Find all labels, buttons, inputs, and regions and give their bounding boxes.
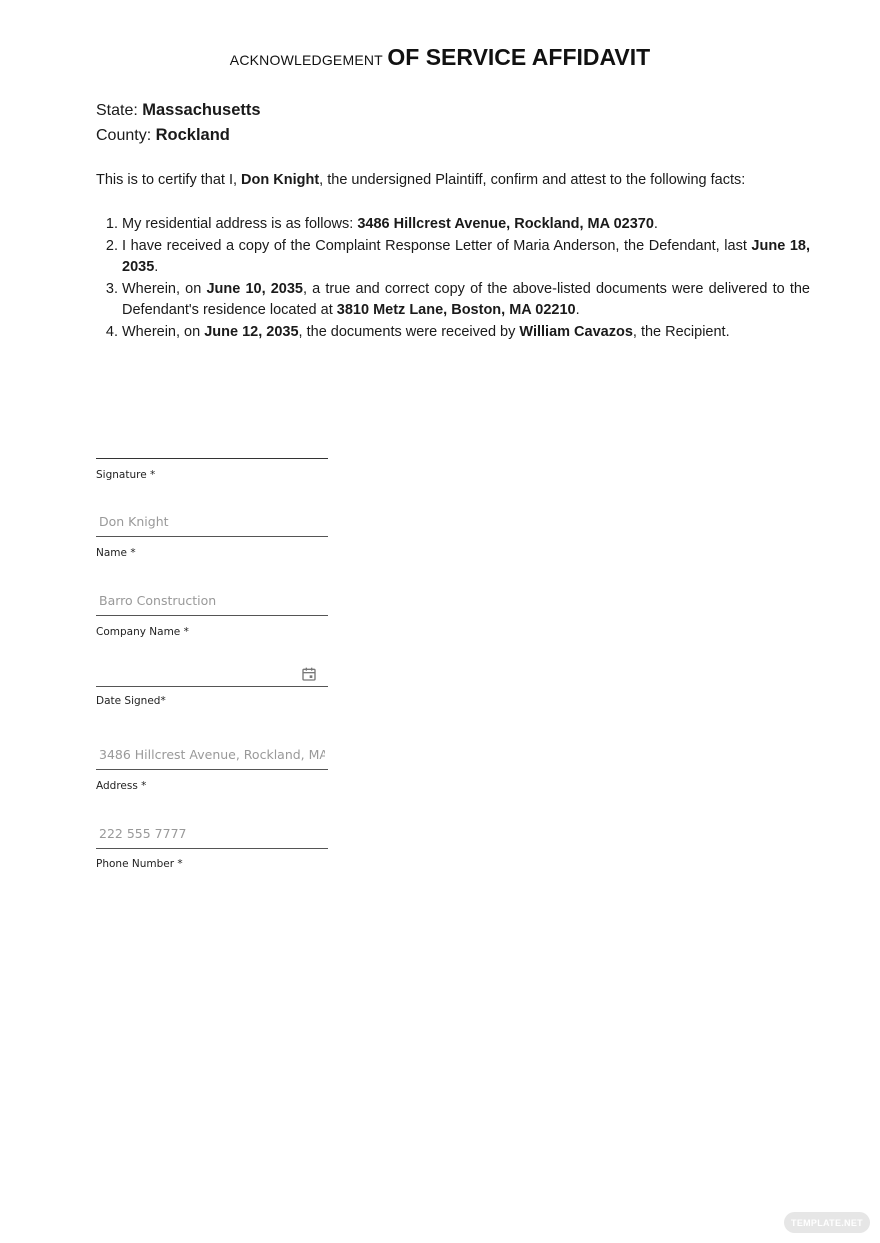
calendar-icon[interactable]: [301, 666, 317, 682]
phone-number-label: Phone Number *: [96, 858, 183, 870]
signature-label: Signature *: [96, 469, 156, 481]
state-line: [96, 101, 261, 120]
state-value: Massachusetts: [142, 101, 261, 119]
intro-paragraph: [96, 172, 745, 188]
county-label: County:: [96, 127, 152, 144]
plaintiff-name: Don Knight: [241, 172, 320, 188]
title-main: OF SERVICE AFFIDAVIT: [387, 44, 651, 70]
date-signed-label: Date Signed*: [96, 695, 166, 707]
list-item: 3. Wherein, on June 10, 2035, a true and correct copy of the above-listed documents were delivered to the Defendant's residence located at 3810 Metz Lane, Boston, MA 02210.: [122, 279, 810, 322]
intro-text-after: , the undersigned Plaintiff, confirm and attest to the following facts:: [319, 172, 746, 188]
state-label: State:: [96, 102, 138, 119]
name-input[interactable]: [96, 507, 328, 537]
name-label: Name *: [96, 547, 136, 559]
company-name-input[interactable]: [96, 586, 328, 616]
signature-line[interactable]: [96, 458, 328, 459]
list-item: 2. I have received a copy of the Complaint Response Letter of Maria Anderson, the Defendant, last June 18, 2035.: [122, 236, 810, 279]
company-name-label: Company Name *: [96, 626, 189, 638]
address-input[interactable]: [96, 740, 328, 770]
address-label: Address *: [96, 780, 147, 792]
list-item: 1. My residential address is as follows: 3486 Hillcrest Avenue, Rockland, MA 02370.: [122, 214, 810, 236]
watermark-badge: TEMPLATE.NET: [784, 1212, 870, 1233]
list-item: 4. Wherein, on June 12, 2035, the documents were received by William Cavazos, the Recipient.: [122, 322, 810, 344]
phone-number-input[interactable]: [96, 819, 328, 849]
county-value: Rockland: [155, 126, 230, 144]
intro-text-before: This is to certify that I,: [96, 172, 242, 188]
page-title: [96, 44, 784, 71]
date-signed-input[interactable]: [96, 657, 328, 687]
title-small: ACKNOWLEDGEMENT: [229, 52, 383, 68]
facts-list: [96, 214, 810, 343]
county-line: [96, 126, 230, 145]
